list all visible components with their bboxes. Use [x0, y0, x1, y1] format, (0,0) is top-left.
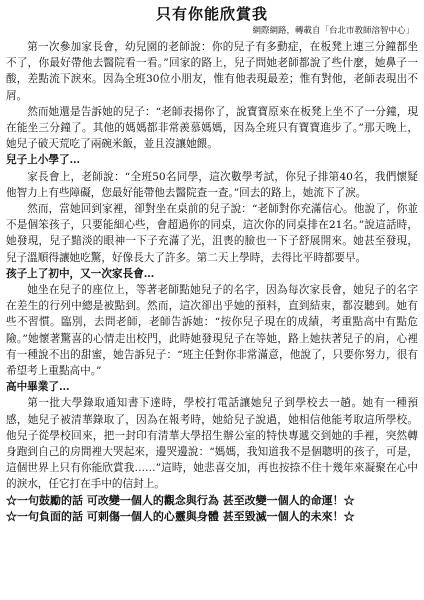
footer-quote: ☆一句負面的話 可刺傷一個人的心靈與身體 甚至毀滅一個人的未來！☆ — [6, 510, 355, 524]
source-credit: 網際網路，轉載自「台北市教師溶智中心」 — [252, 26, 414, 36]
section-heading: 孩子上了初中，又一次家長會… — [6, 267, 155, 280]
paragraph: 然而她還是告訴她的兒子：“老師表揚你了，說寶寶原來在板凳上坐不了一分鐘，現在能坐三分鐘了。其他的媽媽都非常羨慕媽媽，因為全班只有寶寶進步了。”那天晚上，她兒子破天荒吃了兩碗米飯，並且沒讓她餵。 — [6, 105, 418, 151]
paragraph: 家長會上，老師說：“全班50名同學，這次數學考試，你兒子排第40名，我們懷疑他智力上有些障礙，您最好能帶他去醫院查一查。”回去的路上，她流下了淚。 — [6, 170, 418, 199]
section-heading: 兒子上小學了… — [6, 154, 81, 167]
page-title: 只有你能欣賞我 — [155, 5, 268, 23]
paragraph: 然而，當她回到家裡，卻對坐在桌前的兒子說：“老師對你充滿信心。他說了，你並不是個笨孩子，只要能細心些，會超過你的同桌，這次你的同桌排在21名。”說這話時，她發現，兒子黯淡的眼神一下子充滿了光，沮喪的臉也一下子舒展開來。她甚至發現，兒子溫順得讓她吃驚，好像長大了許多。第二天上學時，去得比平時都要早。 — [6, 203, 418, 264]
footer-quote: ☆一句鼓勵的話 可改變一個人的觀念與行為 甚至改變一個人的命運！☆ — [6, 493, 355, 507]
paragraph: 她坐在兒子的座位上，等著老師點她兒子的名字，因為每次家長會，她兒子的名字在差生的行列中總是被點到。然而，這次卻出乎她的預料，直到結束，都沒聽到。她有些不習慣。臨別，去問老師，老師告訴她：“按你兒子現在的成績，考重點高中有點危險。”她懷著驚喜的心情走出校門，此時她發現兒子在等她，路上她扶著兒子的肩，心裡有一種說不出的甜蜜，她告訴兒子：“班主任對你非常滿意，他說了，只要你努力，很有希望考上重點高中。” — [6, 284, 418, 378]
paragraph: 第一批大學錄取通知書下達時，學校打電話讓她兒子到學校去一趟。她有一種預感，她兒子被清華錄取了，因為在報考時，她給兒子說過，她相信他能考取這所學校。他兒子從學校回來，把一封印有清華大學招生辦公室的特快專遞交到她的手裡，突然轉身跑到自己的房間裡大哭起來，邊哭邊說：“媽媽，我知道我不是個聰明的孩子，可是，這個世界上只有你能欣賞我……”這時，她悲喜交加，再也按捺不住十幾年來凝聚在心中的淚水，任它打在手中的信封上。 — [6, 397, 418, 491]
paragraph: 第一次參加家長會，幼兒園的老師說：你的兒子有多動症，在板凳上連三分鐘都坐不了，你最好帶他去醫院看一看。”回家的路上，兒子問她老師都說了些什麼，她鼻子一酸，差點流下淚來。因為全班30位小朋友，惟有他表現最差；惟有對他，老師表現出不屑。 — [6, 41, 418, 102]
section-heading: 高中畢業了… — [6, 381, 70, 394]
document-page — [6, 4, 418, 526]
